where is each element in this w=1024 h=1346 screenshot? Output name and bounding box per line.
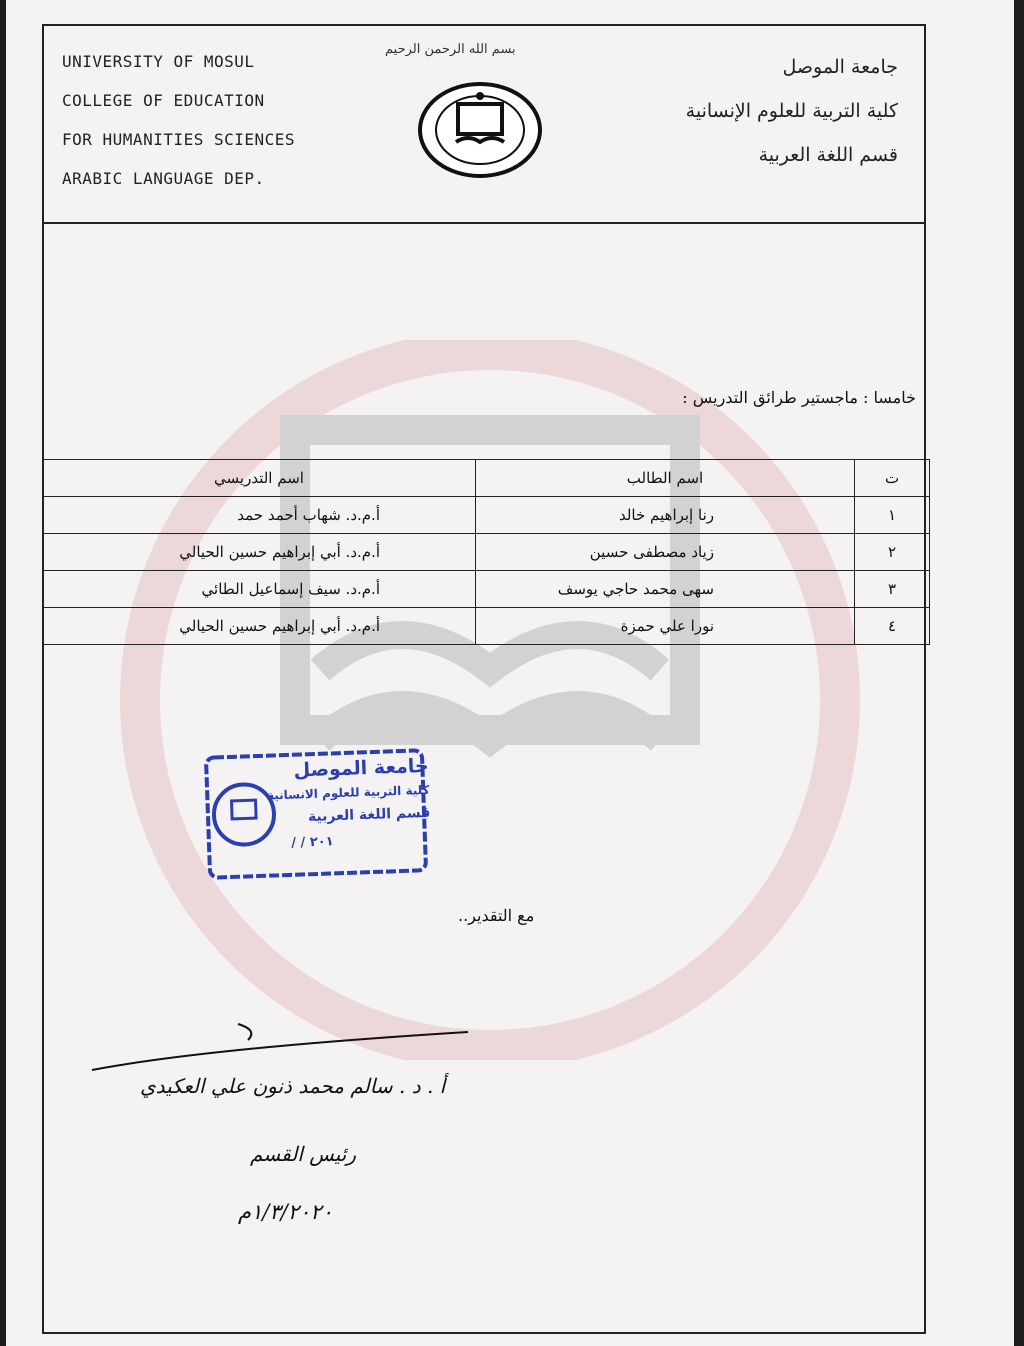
arabic-line-department: قسم اللغة العربية [758,144,898,166]
header-student: اسم الطالب [476,460,855,497]
college-logo [418,82,542,178]
english-line-university: UNIVERSITY OF MOSUL [62,52,255,71]
row-number: ٢ [855,534,930,571]
header-divider [44,222,926,224]
supervisor-name: أ.م.د. أبي إبراهيم حسين الحيالي [43,534,476,571]
scan-right-edge [1014,0,1024,1346]
students-table [42,459,930,645]
header-supervisor: اسم التدريسي [43,460,476,497]
row-number: ٤ [855,608,930,645]
table-row [43,497,930,534]
stamp-university: جامعة الموصل [293,754,430,782]
basmala: بسم الله الرحمن الرحيم [385,42,516,57]
arabic-line-college: كلية التربية للعلوم الإنسانية [685,100,898,122]
supervisor-name: أ.م.د. أبي إبراهيم حسين الحيالي [43,608,476,645]
supervisor-name: أ.م.د. شهاب أحمد حمد [43,497,476,534]
english-line-college: COLLEGE OF EDUCATION [62,91,265,110]
arabic-letterhead [686,56,898,188]
english-line-humanities: FOR HUMANITIES SCIENCES [62,130,296,149]
row-number: ٣ [855,571,930,608]
signer-name: أ . د . سالم محمد ذنون علي العكيدي [140,1074,446,1098]
table-header-row [43,460,930,497]
table-row [43,571,930,608]
table-row [43,608,930,645]
student-name: نورا علي حمزة [476,608,855,645]
supervisor-name: أ.م.د. سيف إسماعيل الطائي [43,571,476,608]
english-letterhead [62,52,295,208]
closing-regards: مع التقدير.. [458,906,535,925]
stamp-text [248,755,431,857]
header-number: ت [855,460,930,497]
document-border [42,24,926,1334]
row-number: ١ [855,497,930,534]
table-row [43,534,930,571]
student-name: زياد مصطفى حسين [476,534,855,571]
section-title: خامسا : ماجستير طرائق التدريس : [682,388,916,407]
signature [88,1018,488,1078]
signer-role: رئيس القسم [250,1142,357,1166]
student-name: سهى محمد حاجي يوسف [476,571,855,608]
arabic-line-university: جامعة الموصل [782,56,898,78]
stamp-department: قسم اللغة العربية [307,804,431,826]
stamp-college: كلية التربية للعلوم الانسانية [266,782,430,803]
english-line-department: ARABIC LANGUAGE DEP. [62,169,265,188]
stamp-date: ٢٠١ / / [291,834,334,851]
student-name: رنا إبراهيم خالد [476,497,855,534]
document-date: ١/٣/٢٠٢٠م [238,1200,333,1224]
